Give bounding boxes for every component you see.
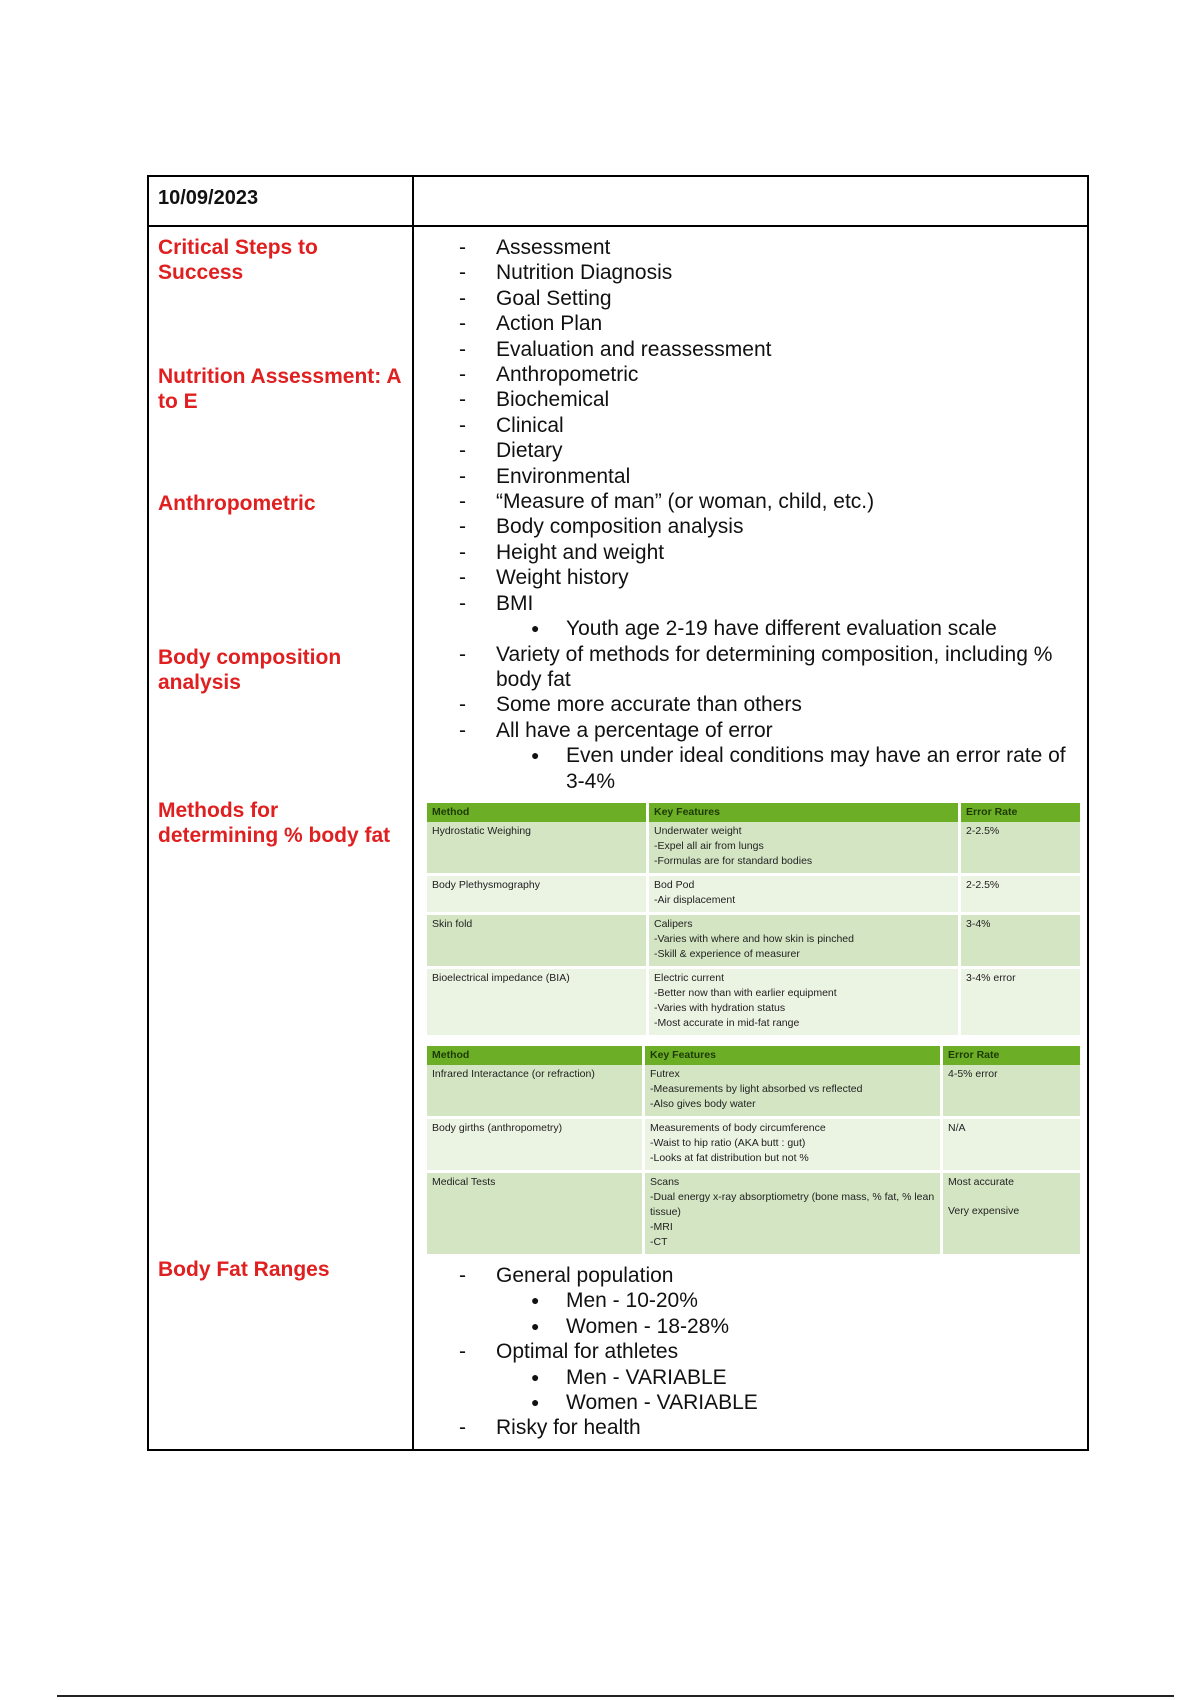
table-header: Key Features <box>649 803 961 822</box>
cell-line: Futrex <box>650 1068 680 1080</box>
list-item <box>421 1263 1081 1339</box>
cue-methods: Methods for determining % body fat <box>158 799 391 847</box>
methods-table-1 <box>427 803 1080 1038</box>
cell-line: -Skill & experience of measurer <box>654 948 800 960</box>
cue-critical-steps: Critical Steps to Success <box>158 236 318 284</box>
list-item-text: All have a percentage of error <box>496 718 773 742</box>
table-cell: Body girths (anthropometry) <box>427 1119 645 1173</box>
ranges-list <box>421 1263 1081 1441</box>
sub-list-item: ● Even under ideal conditions may have an error rate of 3-4% <box>421 743 1081 794</box>
notes-bullets-top <box>421 235 1081 794</box>
list-item: - Clinical <box>421 413 1081 438</box>
list-item: - Assessment <box>421 235 1081 260</box>
cell-line: -CT <box>650 1236 668 1248</box>
sub-list <box>421 743 1081 794</box>
list-item-text: Optimal for athletes <box>496 1340 679 1364</box>
cell-line: Calipers <box>654 918 693 930</box>
cell-line: -Measurements by light absorbed vs reflected <box>650 1083 863 1095</box>
list-item: - “Measure of man” (or woman, child, etc.) <box>421 489 1081 514</box>
table-cell: Hydrostatic Weighing <box>427 822 649 876</box>
table-cell: 2-2.5% <box>961 876 1080 915</box>
cue-anthropometric: Anthropometric <box>158 492 316 515</box>
list-item: - Dietary <box>421 438 1081 463</box>
cell-line: Bod Pod <box>654 879 695 891</box>
table-cell: 3-4% <box>961 915 1080 969</box>
notes-sheet <box>147 175 1089 1451</box>
table-cell <box>649 969 961 1038</box>
table-header: Error Rate <box>961 803 1080 822</box>
cell-line: -MRI <box>650 1221 673 1233</box>
cell-line: Very expensive <box>948 1205 1020 1217</box>
column-divider <box>412 177 414 1449</box>
notes-bullets-ranges <box>421 1263 1081 1441</box>
sub-list-item: ● Women - VARIABLE <box>421 1390 1081 1415</box>
cue-nutrition-assessment: Nutrition Assessment: A to E <box>158 365 401 413</box>
table-cell <box>645 1119 943 1173</box>
cell-line: Scans <box>650 1176 680 1188</box>
cell-line: -Dual energy x-ray absorptiometry (bone mass, % fat, % lean tissue) <box>650 1191 935 1218</box>
table-row <box>427 822 1080 876</box>
list-item: - Weight history <box>421 565 1081 590</box>
sub-list-item: ● Women - 18-28% <box>421 1314 1081 1339</box>
sub-list-item: ● Youth age 2-19 have different evaluation scale <box>421 616 1081 641</box>
sub-list <box>421 616 1081 641</box>
table-row <box>427 1119 1080 1173</box>
list-item <box>421 718 1081 794</box>
cell-line: -Waist to hip ratio (AKA butt : gut) <box>650 1137 806 1149</box>
cell-line: -Also gives body water <box>650 1098 756 1110</box>
table-cell: 2-2.5% <box>961 822 1080 876</box>
list-item: - Risky for health <box>421 1415 1081 1440</box>
table-cell: 3-4% error <box>961 969 1080 1038</box>
cell-line: Measurements of body circumference <box>650 1122 826 1134</box>
table-cell <box>649 915 961 969</box>
sub-list-item: ● Men - 10-20% <box>421 1288 1081 1313</box>
table-cell: Infrared Interactance (or refraction) <box>427 1065 645 1119</box>
table-cell: N/A <box>943 1119 1080 1173</box>
list-item: - Action Plan <box>421 311 1081 336</box>
page-bottom-rule <box>57 1695 1174 1697</box>
notes-list <box>421 235 1081 794</box>
cell-line: -Air displacement <box>654 894 736 906</box>
table-row <box>427 915 1080 969</box>
sub-list <box>421 1288 1081 1339</box>
list-item-text: General population <box>496 1264 674 1287</box>
cell-line: Most accurate <box>948 1176 1014 1188</box>
table-cell <box>649 822 961 876</box>
list-item-text: BMI <box>496 591 534 615</box>
table-header: Error Rate <box>943 1046 1080 1065</box>
cell-line: Electric current <box>654 972 725 984</box>
list-item: - Environmental <box>421 464 1081 489</box>
table-row <box>427 876 1080 915</box>
table-header: Method <box>427 1046 645 1065</box>
table-cell: Medical Tests <box>427 1173 645 1257</box>
list-item: - Anthropometric <box>421 362 1081 387</box>
header-divider <box>149 225 1087 227</box>
table-cell: Bioelectrical impedance (BIA) <box>427 969 649 1038</box>
cell-spacer <box>948 1190 1075 1204</box>
cell-line: -Better now than with earlier equipment <box>654 987 837 999</box>
table-cell <box>645 1065 943 1119</box>
list-item: - Variety of methods for determining composition, including % body fat <box>421 642 1081 693</box>
table-cell <box>645 1173 943 1257</box>
sub-list <box>421 1365 1081 1416</box>
cell-line: -Most accurate in mid-fat range <box>654 1017 800 1029</box>
methods-table-2 <box>427 1046 1080 1257</box>
table-row <box>427 1065 1080 1119</box>
cue-body-fat-ranges: Body Fat Ranges <box>158 1258 330 1281</box>
table-cell: Skin fold <box>427 915 649 969</box>
list-item: - Goal Setting <box>421 286 1081 311</box>
cell-line: -Varies with where and how skin is pinched <box>654 933 854 945</box>
sub-list-item: ● Men - VARIABLE <box>421 1365 1081 1390</box>
table-cell: Body Plethysmography <box>427 876 649 915</box>
table-cell <box>943 1173 1080 1257</box>
list-item: - Height and weight <box>421 540 1081 565</box>
list-item: - Evaluation and reassessment <box>421 337 1081 362</box>
list-item: - Biochemical <box>421 387 1081 412</box>
list-item: - Some more accurate than others <box>421 692 1081 717</box>
cell-line: -Expel all air from lungs <box>654 840 764 852</box>
list-item <box>421 1339 1081 1415</box>
date-label: 10/09/2023 <box>158 187 259 209</box>
list-item: - Body composition analysis <box>421 514 1081 539</box>
cell-line: -Varies with hydration status <box>654 1002 786 1014</box>
table-row <box>427 969 1080 1038</box>
table-cell: 4-5% error <box>943 1065 1080 1119</box>
table-header: Key Features <box>645 1046 943 1065</box>
cue-body-composition: Body composition analysis <box>158 646 342 694</box>
list-item <box>421 591 1081 642</box>
table-cell <box>649 876 961 915</box>
table-header: Method <box>427 803 649 822</box>
cell-line: -Looks at fat distribution but not % <box>650 1152 809 1164</box>
list-item: - Nutrition Diagnosis <box>421 260 1081 285</box>
cell-line: -Formulas are for standard bodies <box>654 855 813 867</box>
table-row <box>427 1173 1080 1257</box>
cell-line: Underwater weight <box>654 825 742 837</box>
